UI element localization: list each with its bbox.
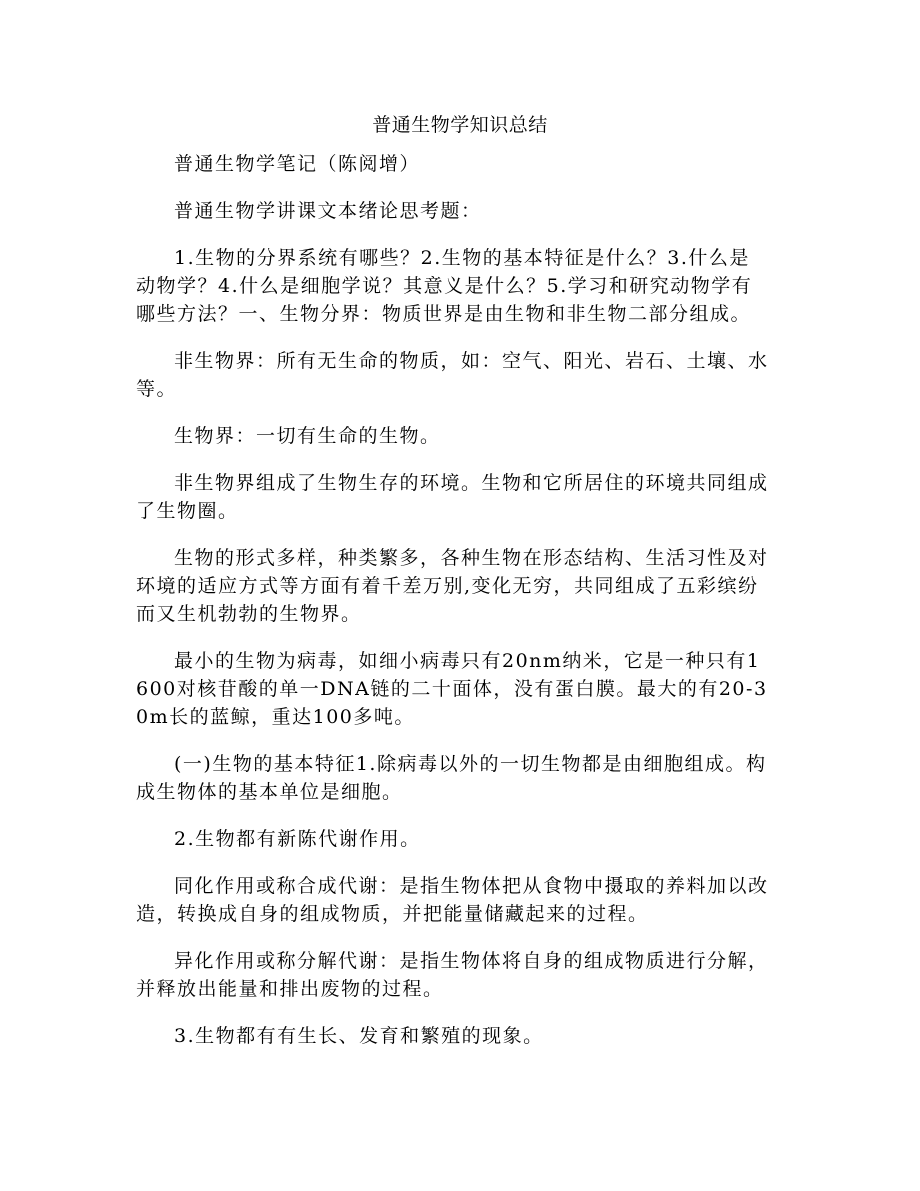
paragraph-intro-questions: 1.生物的分界系统有哪些？2.生物的基本特征是什么？3.什么是动物学？4.什么是细胞学说？其意义是什么？5.学习和研究动物学有哪些方法？一、生物分界：物质世界是由生物和非生物二部分组成。 (136, 247, 753, 325)
paragraph-living-world: 生物界：一切有生命的生物。 (174, 425, 441, 447)
paragraph-notes-source: 普通生物学笔记（陈阅增） (174, 153, 421, 175)
document-title: 普通生物学知识总结 (372, 114, 548, 136)
paragraph-intro-questions-heading: 普通生物学讲课文本绪论思考题： (174, 200, 482, 222)
document-body (136, 150, 770, 1069)
paragraph-growth: 3.生物都有有生长、发育和繁殖的现象。 (174, 1025, 544, 1047)
paragraph-nonliving-world: 非生物界：所有无生命的物质，如：空气、阳光、岩石、土壤、水等。 (136, 350, 769, 400)
paragraph-catabolism: 异化作用或称分解代谢：是指生物体将自身的组成物质进行分解，并释放出能量和排出废物的过程。 (136, 950, 769, 1000)
paragraph-diversity: 生物的形式多样，种类繁多，各种生物在形态结构、生活习性及对环境的适应方式等方面有着千差万别,变化无穷，共同组成了五彩缤纷而又生机勃勃的生物界。 (136, 547, 769, 625)
paragraph-size-range: 最小的生物为病毒，如细小病毒只有20nm纳米，它是一种只有1600对核苷酸的单一DNA链的二十面体，没有蛋白膜。最大的有20-30m长的蓝鲸，重达100多吨。 (136, 650, 768, 728)
paragraph-anabolism: 同化作用或称合成代谢：是指生物体把从食物中摄取的养料加以改造，转换成自身的组成物质，并把能量储藏起来的过程。 (136, 875, 769, 925)
paragraph-basic-features: (一)生物的基本特征1.除病毒以外的一切生物都是由细胞组成。构成生物体的基本单位是细胞。 (136, 753, 767, 803)
paragraph-biosphere: 非生物界组成了生物生存的环境。生物和它所居住的环境共同组成了生物圈。 (136, 472, 769, 522)
paragraph-metabolism: 2.生物都有新陈代谢作用。 (174, 828, 421, 850)
